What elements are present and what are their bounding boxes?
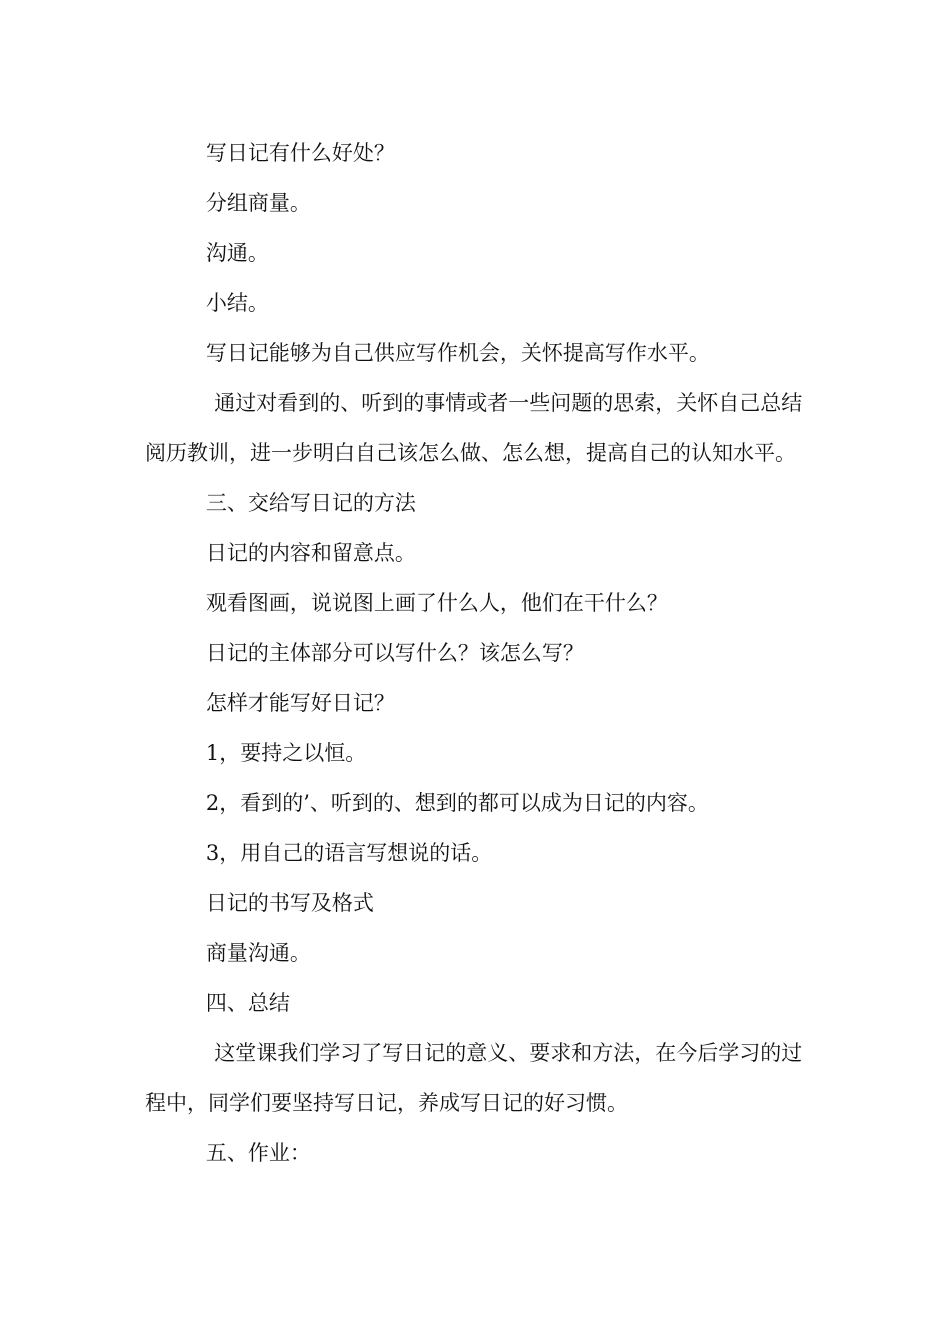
section-heading: 三、交给写日记的方法	[205, 491, 416, 515]
paragraph: 日记的主体部分可以写什么？该怎么写？	[205, 641, 584, 665]
paragraph: 这堂课我们学习了写日记的意义、要求和方法，在今后学习的过程中，同学们要坚持写日记，养成写日记的好习惯。	[145, 1041, 803, 1115]
paragraph: 通过对看到的、听到的事情或者一些问题的思索，关怀自己总结阅历教训，进一步明白自己该怎么做、怎么想，提高自己的认知水平。	[145, 391, 803, 465]
document-body	[145, 128, 810, 1178]
paragraph: 写日记有什么好处？	[205, 141, 395, 165]
paragraph: 小结。	[205, 291, 269, 315]
list-item: 1，要持之以恒。	[205, 741, 367, 765]
paragraph: 写日记能够为自己供应写作机会，关怀提高写作水平。	[205, 341, 710, 365]
paragraph: 观看图画，说说图上画了什么人，他们在干什么？	[205, 591, 668, 615]
list-item: 3，用自己的语言写想说的话。	[205, 841, 493, 865]
list-item: 2，看到的’、听到的、想到的都可以成为日记的内容。	[205, 791, 709, 815]
section-heading: 五、作业：	[205, 1141, 311, 1165]
paragraph: 商量沟通。	[205, 941, 311, 965]
paragraph: 日记的书写及格式	[205, 891, 374, 915]
paragraph: 怎样才能写好日记？	[205, 691, 395, 715]
paragraph: 分组商量。	[205, 191, 311, 215]
section-heading: 四、总结	[205, 991, 290, 1015]
paragraph: 日记的内容和留意点。	[205, 541, 416, 565]
paragraph: 沟通。	[205, 241, 269, 265]
